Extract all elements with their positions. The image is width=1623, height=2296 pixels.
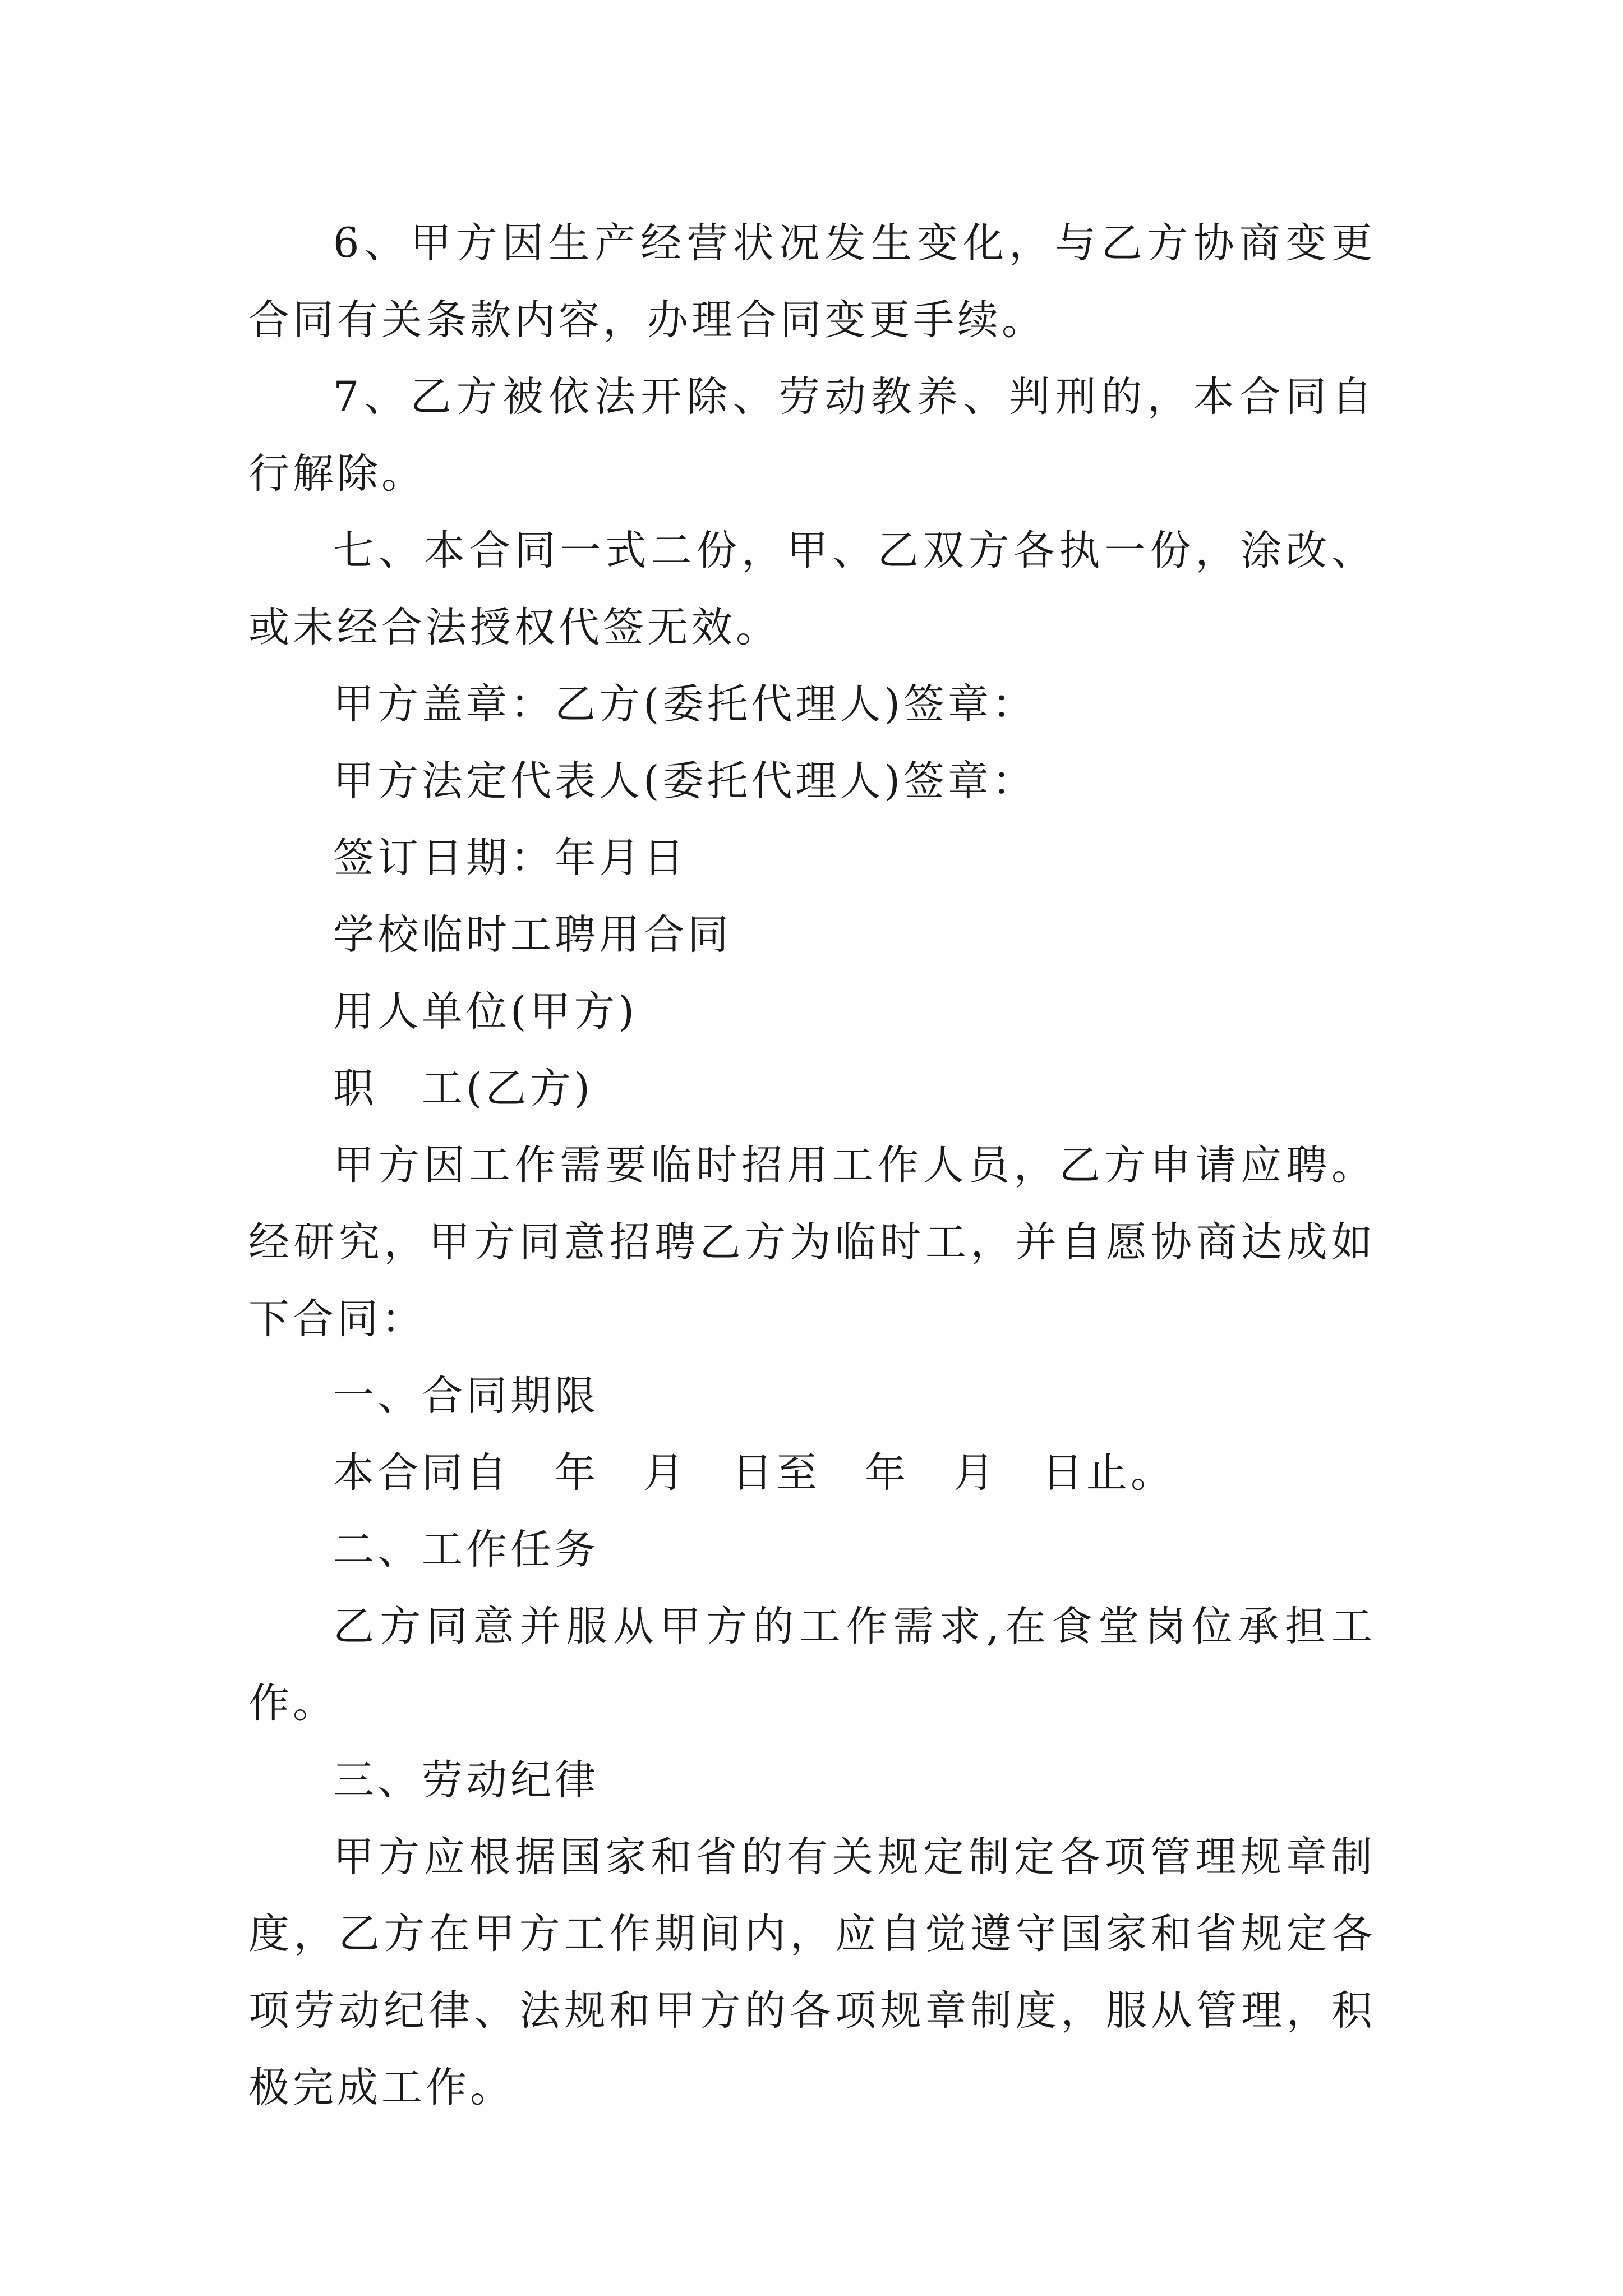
employer-line: 用人单位(甲方) xyxy=(333,988,638,1036)
document-body xyxy=(248,205,1376,2126)
signature-line-legal-representative: 甲方法定代表人(委托代理人)签章： xyxy=(333,757,1036,805)
heading-contract-term: 一、合同期限 xyxy=(333,1372,599,1420)
employee-line: 职 工(乙方) xyxy=(333,1065,593,1112)
signing-date-line: 签订日期：年月日 xyxy=(333,834,688,882)
paragraph-preamble: 甲方因工作需要临时招用工作人员，乙方申请应聘。经研究，甲方同意招聘乙方为临时工，并自愿协商达成如下合同： xyxy=(248,1142,1376,1343)
paragraph-clause-7: 7、乙方被依法开除、劳动教养、判刑的，本合同自行解除。 xyxy=(248,373,1376,498)
paragraph-section-7: 七、本合同一式二份，甲、乙双方各执一份，涂改、或未经合法授权代签无效。 xyxy=(248,527,1376,651)
paragraph-labor-discipline: 甲方应根据国家和省的有关规定制定各项管理规章制度，乙方在甲方工作期间内，应自觉遵守国家和省规定各项劳动纪律、法规和甲方的各项规章制度，服从管理，积极完成工作。 xyxy=(248,1833,1376,2111)
signature-line-party-a-seal: 甲方盖章：乙方(委托代理人)签章： xyxy=(333,680,1036,728)
paragraph-clause-6: 6、甲方因生产经营状况发生变化，与乙方协商变更合同有关条款内容，办理合同变更手续。 xyxy=(248,219,1376,344)
heading-work-tasks: 二、工作任务 xyxy=(333,1526,599,1573)
heading-labor-discipline: 三、劳动纪律 xyxy=(333,1756,599,1804)
paragraph-work-tasks: 乙方同意并服从甲方的工作需求,在食堂岗位承担工作。 xyxy=(248,1603,1376,1727)
paragraph-contract-term: 本合同自 年 月 日至 年 月 日止。 xyxy=(333,1449,1175,1497)
contract-title: 学校临时工聘用合同 xyxy=(333,911,732,959)
